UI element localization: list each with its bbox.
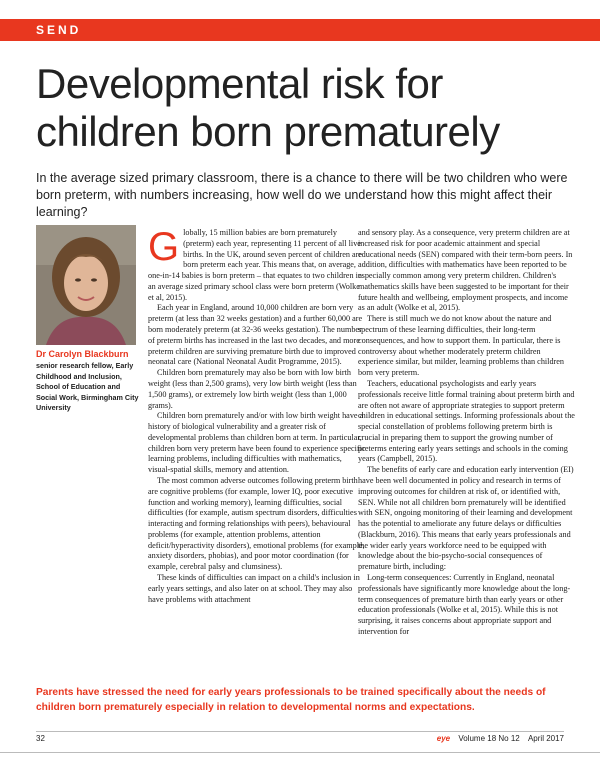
- body-paragraph: Teachers, educational psychologists and early years professionals receive little formal training about preterm birth and are often not aware of appropriate strategies to support preterm children in educational settings. Informing professionals about the special constellation of problems following preterm birth is crucial in preparing them to support the growing number of preterms entering early years settings and schools in the coming years (Campbell, 2015).: [358, 378, 575, 464]
- paragraph-text: lobally, 15 million babies are born prematurely (preterm) each year, representing 11 percent of all live births. In the UK, around seven percent of children are born preterm each year. This means that, on average, one-in-14 babies is born preterm – that equates to two children in an average sized primary school class were born preterm (Wolke et al, 2015).: [148, 228, 363, 302]
- drop-cap: G: [148, 225, 180, 269]
- title-line-1: Developmental risk for: [36, 60, 443, 107]
- pull-quote: Parents have stressed the need for early years professionals to be trained specifically about the needs of children born prematurely especially in relation to developmental norms and expectations.: [36, 687, 546, 713]
- body-paragraph: Each year in England, around 10,000 children are born very preterm (at less than 32 weeks gestation) and a further 60,000 are born moderately preterm (at 32-36 weeks gestation). The number of preterm births has increased in the last two decades, and more preterm children are surviving premature birth due to improved neonatal care (National Neonatal Audit Programme, 2015).: [148, 303, 363, 367]
- body-paragraph: Children born prematurely may also be born with low birth weight (less than 2,500 grams), very low birth weight (less than 1,500 grams), or extremely low birth weight (less than 1,000 grams).: [148, 368, 357, 410]
- section-bar: [0, 19, 600, 41]
- body-paragraph: Long-term consequences: Currently in England, neonatal professionals have significantly more knowledge about the long-term consequences of premature birth than early years or other education professionals (Wolke et al, 2015). While this is not surprising, it raises concerns about appropriate support and intervention for: [358, 573, 571, 636]
- volume-info: Volume 18 No 12: [458, 734, 520, 743]
- body-paragraph: The most common adverse outcomes following preterm birth are cognitive problems (for example, lower IQ, poor executive function and working memory), learning difficulties, social difficulties (for example, autism spectrum disorders, difficulties interacting and forming relationships with peers), behavioural problems (for example, attention problems, attention deficit/hyperactivity disorders), emotional problems (for example, anxiety disorders, phobias), and poor motor coordination (for example, cerebral palsy and clumsiness).: [148, 475, 365, 572]
- body-paragraph: The benefits of early care and education early intervention (EI) have been well documented in policy and research in terms of improving outcomes for children at risk of, or identified with, SEN. While not all children born prematurely will be identified with SEN, ongoing monitoring of their learning and development has the potential to ameliorate any future delays or difficulties (Blackburn, 2016). This means that early years professionals and the wider early years workforce need to be equipped with knowledge about the bio-psycho-social consequences of premature birth, including:: [358, 465, 574, 572]
- author-photo: [36, 225, 136, 345]
- body-paragraph: [148, 225, 366, 303]
- issue-info: [437, 734, 564, 743]
- body-paragraph: These kinds of difficulties can impact on a child's inclusion in early years settings, and also later on at school. They may also have problems with attachment: [148, 573, 360, 604]
- body-paragraph: Children born prematurely and/or with low birth weight have a history of biological vulnerability and a greater risk of developmental problems than children born at term. In particular, children born very preterm have been found to experience specific learning problems, including difficulties with mathematics, visual-spatial skills, memory and attention.: [148, 411, 366, 475]
- issue-date: April 2017: [527, 734, 564, 743]
- footer-divider: [36, 731, 564, 732]
- body-column-left: [148, 225, 366, 605]
- section-label: SEND: [36, 23, 82, 37]
- author-block: [36, 349, 140, 414]
- author-bio: senior research fellow, Early Childhood and Inclusion, School of Education and Social Work, Birmingham City University: [36, 361, 139, 412]
- standfirst: In the average sized primary classroom, there is a chance to there will be two children who were born preterm, with numbers increasing, how well do we understand how this might affect their learning?: [36, 171, 568, 219]
- footer-bottom-rule: [0, 752, 600, 753]
- publication-logo: eye: [436, 734, 451, 743]
- article-title: [36, 60, 576, 156]
- title-line-2: children born prematurely: [36, 108, 500, 155]
- body-paragraph: There is still much we do not know about the nature and spectrum of these learning difficulties, their long-term consequences, and how to support them. In particular, there is controversy about whether moderately preterm children experience similar, but milder, learning problems than children born very preterm.: [358, 314, 565, 378]
- page-number: 32: [36, 734, 45, 743]
- body-column-right: [358, 228, 576, 638]
- body-paragraph: and sensory play. As a consequence, very preterm children are at increased risk for poor academic attainment and special educational needs (SEN) compared with their term-born peers. In addition, difficulties with mathematics have been reported to be especially common among very preterm children. Children's mathematics skills have been suggested to be important for their future health and wellbeing, employment prospects, and income as an adult (Wolke et al, 2015).: [358, 228, 573, 313]
- author-name: Dr Carolyn Blackburn: [36, 349, 129, 359]
